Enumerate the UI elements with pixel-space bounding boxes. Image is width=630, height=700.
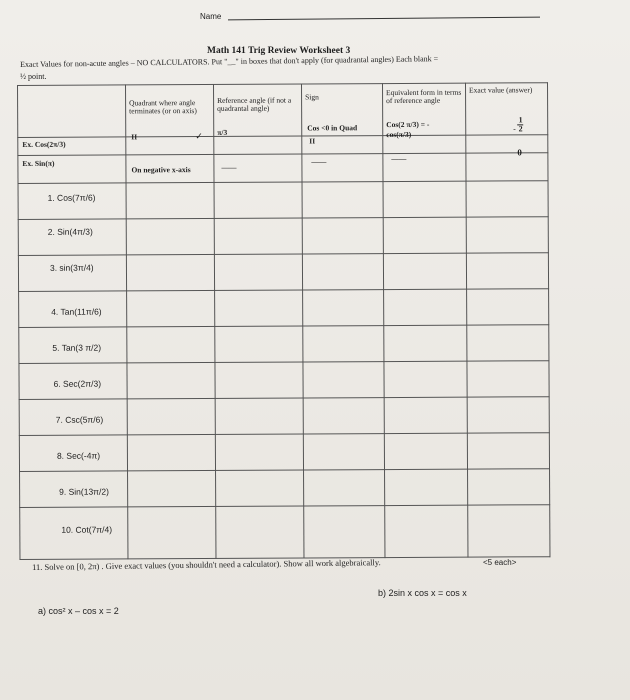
problem-2: 2. Sin(4π/3): [47, 226, 93, 237]
header-equivalent: Equivalent form in terms of reference angle: [386, 87, 462, 106]
exact-denominator: 2: [518, 124, 523, 134]
instructions-line-2: ½ point.: [20, 72, 47, 81]
question-11-part-a: a) cos² x – cos x = 2: [38, 606, 119, 616]
question-11-points: <5 each>: [483, 558, 517, 567]
example-1-equivalent-line1: Cos(2 π/3) = -: [386, 119, 430, 130]
name-line: [228, 17, 540, 21]
problem-6: 6. Sec(2π/3): [53, 378, 102, 389]
exact-fraction: [518, 116, 524, 133]
worksheet-title: Math 141 Trig Review Worksheet 3: [207, 46, 351, 56]
problem-9: 9. Sin(13π/2): [59, 486, 109, 497]
exact-numerator: 1: [518, 115, 523, 125]
example-2-quadrant: On negative x-axis: [131, 165, 191, 175]
example-problem-2: Ex. Sin(π): [22, 158, 55, 168]
problem-4: 4. Tan(11π/6): [51, 306, 102, 317]
problem-8: 8. Sec(-4π): [56, 450, 101, 461]
header-reference: Reference angle (if not a quadrantal angle): [217, 95, 292, 113]
problem-7: 7. Csc(5π/6): [55, 414, 104, 425]
example-1-exact: [513, 116, 523, 133]
example-1-reference: π/3: [217, 127, 228, 137]
problem-5: 5. Tan(3 π/2): [52, 342, 102, 353]
question-11-part-b: b) 2sin x cos x = cos x: [378, 588, 467, 598]
example-1-sign-line1: Cos <0 in Quad: [307, 123, 358, 133]
header-sign: Sign: [305, 92, 319, 102]
problem-3: 3. sin(3π/4): [49, 262, 94, 273]
example-2-equivalent: ——: [391, 153, 407, 164]
problem-1: 1. Cos(7π/6): [47, 192, 96, 203]
example-problem-1: Ex. Cos(2π/3): [22, 139, 66, 149]
example-2-reference: ——: [221, 162, 237, 172]
example-1-equivalent-line2: cos(π/3): [386, 129, 412, 140]
question-11-prompt: 11. Solve on [0, 2π) . Give exact values (you shouldn't need a calculator). Show all work algebraically.: [32, 557, 381, 572]
example-2-sign: ——: [311, 157, 327, 167]
header-quadrant: Quadrant where angle terminates (or on axis): [129, 98, 197, 116]
example-2-exact: 0: [517, 147, 522, 158]
exact-minus-sign: -: [513, 124, 516, 134]
example-1-quadrant: II: [131, 132, 138, 142]
checkmark-icon: ✓: [195, 132, 203, 143]
problem-10: 10. Cot(7π/4): [61, 524, 113, 535]
example-1-sign-line2: II: [309, 136, 316, 146]
name-label: Name: [200, 12, 222, 21]
worksheet-table: [17, 82, 550, 560]
header-exact: Exact value (answer): [469, 85, 533, 95]
instructions-line-1: Exact Values for non-acute angles – NO CALCULATORS. Put "__" in boxes that don't apply (for quadrantal angles) Each blank =: [20, 54, 439, 69]
